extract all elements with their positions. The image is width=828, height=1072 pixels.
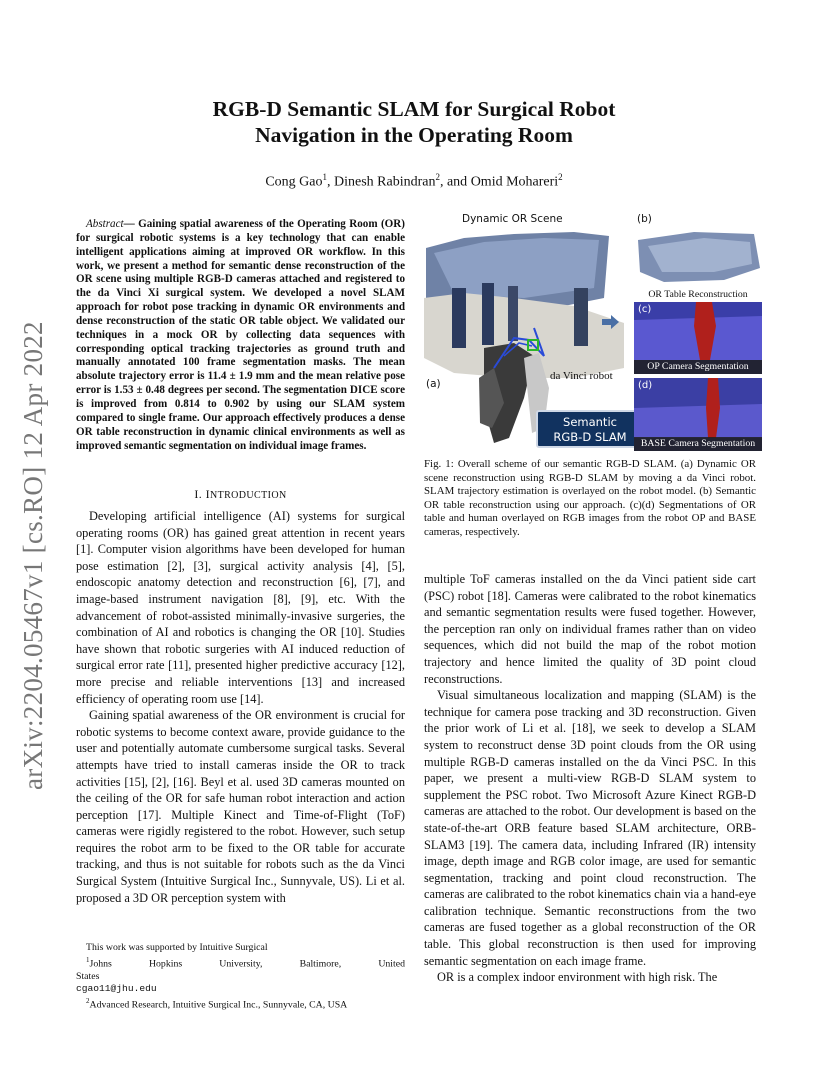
panel-c-caption: OP Camera Segmentation: [634, 360, 762, 374]
footnote-mark: 2: [86, 997, 90, 1006]
abstract-dash: —: [123, 218, 139, 230]
slam-box-line-1: Semantic: [563, 415, 617, 429]
figure-1: [424, 208, 764, 453]
footnote-mark: 1: [86, 956, 90, 965]
panel-d-caption: BASE Camera Segmentation: [634, 437, 762, 451]
abstract-label: Abstract: [86, 218, 124, 230]
author-separator: , and: [439, 174, 471, 190]
table-reconstruction-image: [634, 228, 762, 288]
author-name: Omid Mohareri: [470, 174, 559, 190]
left-column-body: [76, 508, 405, 906]
panel-table-reconstruction: [634, 228, 762, 302]
footnote-support: This work was supported by Intuitive Surgical: [86, 942, 268, 953]
author-name: Cong Gao: [265, 174, 323, 190]
figure-label-davinci: da Vinci robot: [550, 370, 613, 382]
figure-label-a: (a): [426, 378, 441, 390]
footnote-affiliation-1-text: Johns Hopkins University, Baltimore, United States: [76, 958, 405, 982]
affiliation-mark: 2: [435, 172, 440, 182]
author-name: Dinesh Rabindran: [333, 174, 436, 190]
body-paragraph: Visual simultaneous localization and mapping (SLAM) is the technique for camera pose tracking and 3D reconstruction. Given the prior work of Li et al. [18], we seek to develop a SLAM system to reconstruct dense 3D point clouds from the OR using multiple RGB-D cameras installed on the da Vinci PSC. In this paper, we present a multi-view RGB-D SLAM system to supplement the PSC robot. Two Microsoft Azure Kinect RGB-D cameras are attached to the robot. Our development is based on the state-of-the-art ORB feature based SLAM architecture, ORB-SLAM3 [19]. The camera data, including Infrared (IR) intensity image, depth image and RGB color image, are used for semantic segmentation, tracking and point cloud reconstruction. The cameras are calibrated to the robot kinematics chain via a hand-eye calibration technique. Semantic reconstructions from the two cameras are fused together as a global reconstruction of the OR table. This global reconstruction is then used for improving semantic segmentation on each image frame.: [424, 688, 756, 968]
semantic-slam-box: [536, 410, 644, 448]
title-line-2: Navigation in the Operating Room: [255, 123, 573, 147]
footnote-affiliation-2: [76, 995, 405, 1011]
body-paragraph: Gaining spatial awareness of the OR environment is crucial for robotic systems to become context aware, provide guidance to the user and potentially automate cumbersome surgical tasks. Several attempts have tried to install cameras inside the OR to track activities [15], [2], [16]. Beyl et al. used 3D cameras mounted on the ceiling of the OR for safe human robot interaction and action perception [17]. Multiple Kinect and Time-of-Flight (ToF) cameras were rigidly registered to the robot. However, such setup requires the robot arm to be fixed to the OR table for accurate tracking, and thus is not suitable for robots such as the da Vinci Surgical System (Intuitive Surgical Inc., Sunnyvale, US). Li et al. proposed a 3D OR perception system with: [76, 708, 405, 905]
arxiv-identifier: arXiv:2204.05467v1 [cs.RO] 12 Apr 2022: [18, 321, 48, 790]
author-separator: ,: [326, 174, 334, 190]
affiliation-mark: 1: [322, 172, 327, 182]
footnotes: [76, 942, 405, 1012]
author-email-link[interactable]: cgao11@jhu.edu: [76, 982, 157, 994]
abstract: [76, 218, 405, 453]
affiliation-mark: 2: [558, 172, 563, 182]
body-paragraph: OR is a complex indoor environment with high risk. The: [437, 970, 718, 985]
figure-label-d: (d): [638, 380, 653, 391]
title-line-1: RGB-D Semantic SLAM for Surgical Robot: [212, 97, 616, 121]
footnote-affiliation-2-text: Advanced Research, Intuitive Surgical Inc., Sunnyvale, CA, USA: [89, 999, 348, 1011]
body-paragraph: multiple ToF cameras installed on the da Vinci patient side cart (PSC) robot [18]. Cameras were calibrated to the robot kinematics and semantic segmentation results were fused together. However, the perception ran only on individual frames rather than on video sequences, which did not build the map of the robot motion trajectory and hence limited the quality of 3D point cloud reconstructions.: [424, 572, 756, 686]
right-column-body: [424, 571, 756, 986]
footnote-affiliation-1: [76, 954, 405, 983]
section-number: I.: [194, 487, 206, 501]
panel-b-caption: OR Table Reconstruction: [648, 289, 748, 300]
panel-base-camera-segmentation: [634, 378, 762, 451]
figure-label-b: (b): [637, 213, 652, 225]
section-title-smallcaps: NTRODUCTION: [209, 490, 287, 501]
panel-op-camera-segmentation: [634, 302, 762, 374]
figure-label-dynamic-scene: Dynamic OR Scene: [462, 213, 563, 225]
figure-label-c: (c): [638, 304, 652, 315]
body-paragraph: Developing artificial intelligence (AI) systems for surgical operating rooms (OR) has gained great attention in recent years [1]. Computer vision algorithms have been developed for human pose estimation [2], [3], surgical activity analysis [4], [5], endoscopic anatomy detection and reconstruction [6], [7], and image-based instrument navigation [8], [9], etc. With the advancement of robot-assisted minimally-invasive surgeries, the combination of AI and robotics is changing the OR [10]. Studies have shown that robotic surgeries with AI induced reduction of surgical error rate [11], presented higher predictive accuracy [12], more precise and reliable interventions [13] and increased efficiency of operating room use [14].: [76, 509, 405, 706]
paper-title: [120, 96, 708, 148]
flow-arrow-icon: [601, 314, 621, 330]
section-heading: [76, 487, 405, 502]
abstract-text: Gaining spatial awareness of the Operating Room (OR) for surgical robotic systems is a key technology that can enable intelligent applications aiming at improved OR workflow. In this work, we present a method for semantic dense reconstruction of the OR scene using multiple RGB-D cameras attached and registered to the da Vinci Xi surgical system. We developed a novel SLAM approach for robot pose tracking in dynamic OR environments and dense reconstruction of the static OR table object. We validated our techniques in a mock OR by collecting data sequences with corresponding optical tracking trajectories as ground truth and manually annotated 100 frame segmentation masks. The mean absolute trajectory error is 11.4 ± 1.9 mm and the mean relative pose error is 1.53 ± 0.48 degrees per second. The segmentation DICE score is improved from 0.814 to 0.902 by using our SLAM system compared to single frame. Our approach effectively produces a dense OR table reconstruction in dynamic clinical environments as well as improved semantic segmentation on individual image frames.: [76, 218, 405, 452]
figure-caption: Fig. 1: Overall scheme of our semantic RGB-D SLAM. (a) Dynamic OR scene reconstruction using RGB-D SLAM by moving a da Vinci robot. SLAM trajectory estimation is overlayed on the robot model. (b) Semantic OR table reconstruction using our approach. (c)(d) Segmentations of OR table and human overlayed on RGB images from the robot OP and BASE cameras, respectively.: [424, 458, 756, 538]
author-list: [120, 172, 708, 191]
slam-box-line-2: RGB-D SLAM: [553, 430, 627, 444]
section-initial: I: [205, 487, 210, 501]
